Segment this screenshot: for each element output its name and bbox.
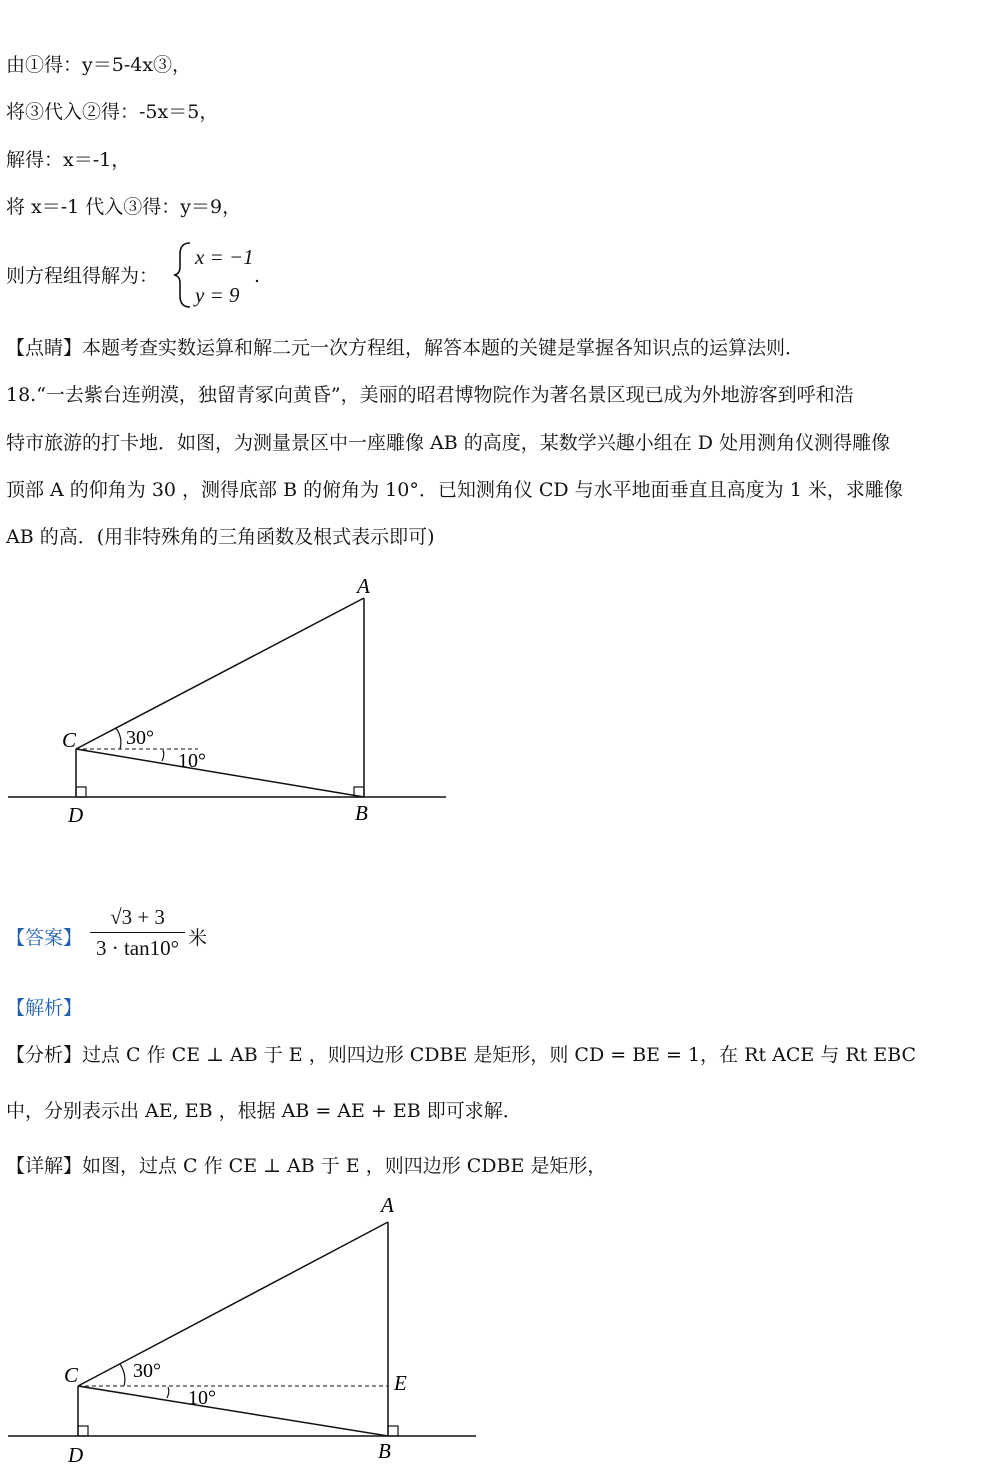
label-b: B (355, 801, 368, 825)
fenxi-tag: 【分析】 (6, 1044, 83, 1066)
answer-fraction (90, 905, 185, 961)
answer-unit: 米 (188, 927, 208, 949)
segment-cb (76, 749, 364, 797)
label-b-2: B (378, 1439, 391, 1463)
figure-1 (0, 560, 460, 840)
fenxi-line-2: 中，分别表示出 AE, EB ，根据 AB = AE + EB 即可求解． (6, 1100, 522, 1122)
system-prefix: 则方程组得解为： (6, 265, 159, 287)
right-angle-d-2 (78, 1426, 88, 1436)
jiexi-tag: 【解析】 (6, 997, 83, 1019)
question-18-line-4: AB 的高．(用非特殊角的三角函数及根式表示即可) (6, 526, 435, 548)
solution-line-2: 将③代入②得：-5x＝5， (6, 101, 219, 123)
label-a: A (357, 574, 370, 598)
question-18-line-1: 18.“一去紫台连朔漠，独留青冢向黄昏”，美丽的昭君博物院作为著名景区现已成为外地游客到呼和浩 (6, 384, 854, 406)
answer-denominator: 3 · tan10° (95, 936, 180, 960)
dianjing-text: 本题考查实数运算和解二元一次方程组，解答本题的关键是掌握各知识点的运算法则． (82, 337, 805, 359)
label-e: E (394, 1371, 407, 1395)
system-row-2: y = 9 (195, 283, 240, 307)
answer-numerator: √3 + 3 (90, 905, 185, 933)
solution-line-4: 将 x＝-1 代入③得：y＝9， (6, 196, 242, 218)
segment-ca-2 (78, 1222, 388, 1386)
label-d-2: D (68, 1443, 84, 1467)
angle-arc-30 (116, 728, 121, 749)
solution-line-3: 解得：x＝-1， (6, 149, 131, 171)
right-angle-d (76, 787, 86, 797)
xiangjie-tag: 【详解】 (6, 1155, 83, 1177)
label-c: C (62, 728, 77, 752)
segment-cb-2 (78, 1386, 388, 1436)
xiangjie-text: 如图，过点 C 作 CE ⊥ AB 于 E ，则四边形 CDBE 是矩形， (82, 1155, 607, 1177)
figure-2 (0, 1188, 490, 1467)
system-row-1: x = −1 (195, 245, 254, 269)
fenxi-text-1: 过点 C 作 CE ⊥ AB 于 E ，则四边形 CDBE 是矩形，则 CD = BE = 1，在 Rt ACE 与 Rt EBC (82, 1044, 917, 1066)
dianjing-line (6, 335, 804, 361)
label-angle-10: 10° (178, 750, 206, 772)
answer-tag: 【答案】 (6, 927, 83, 949)
angle-arc-30-2 (120, 1364, 125, 1386)
label-angle-30-2: 30° (133, 1360, 161, 1382)
angle-arc-10 (162, 750, 164, 761)
label-d: D (68, 803, 84, 827)
fenxi-line-1 (6, 1042, 916, 1068)
dianjing-tag: 【点睛】 (6, 337, 83, 359)
solution-line-1: 由①得：y＝5-4x③， (6, 54, 192, 76)
label-c-2: C (64, 1363, 79, 1387)
label-angle-10-2: 10° (188, 1387, 216, 1409)
segment-ca (76, 598, 364, 749)
right-angle-b-2 (388, 1426, 398, 1436)
label-angle-30: 30° (126, 727, 154, 749)
xiangjie-line (6, 1153, 606, 1179)
question-18-line-3: 顶部 A 的仰角为 30 ，测得底部 B 的俯角为 10°．已知测角仪 CD 与水平地面垂直且高度为 1 米，求雕像 (6, 479, 903, 501)
label-a-2: A (381, 1193, 394, 1217)
question-18-line-2: 特市旅游的打卡地．如图，为测量景区中一座雕像 AB 的高度，某数学兴趣小组在 D 处用测角仪测得雕像 (6, 432, 891, 454)
angle-arc-10-2 (167, 1387, 169, 1398)
system-brace (172, 240, 196, 310)
system-end: . (254, 265, 261, 287)
